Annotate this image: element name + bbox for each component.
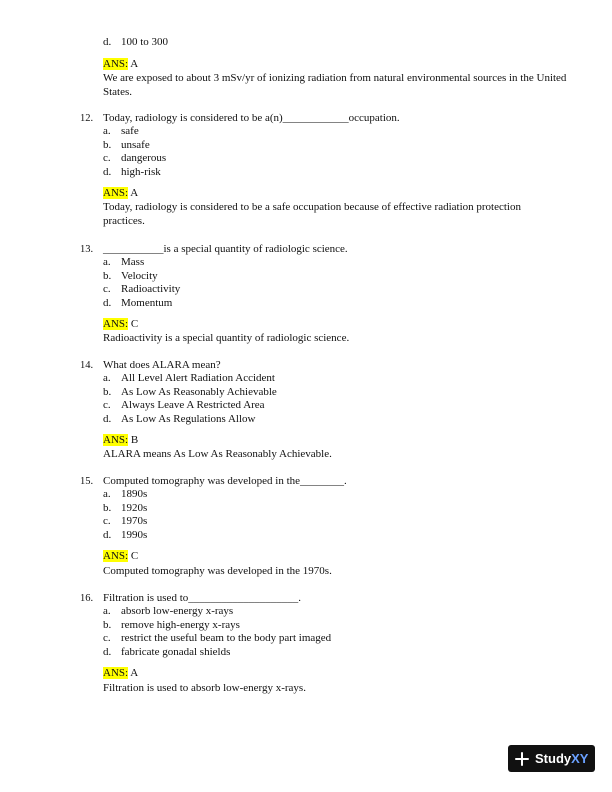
question-number: 12. <box>80 113 94 124</box>
explanation: Today, radiology is considered to be a safe occupation because of effective radiation protection practices. <box>103 201 521 227</box>
answer-line <box>103 667 138 680</box>
ans-label: ANS: <box>103 187 129 199</box>
answer-line <box>103 550 138 563</box>
answer-line <box>103 187 138 200</box>
ans-label: ANS: <box>103 318 129 330</box>
question-number: 14. <box>80 360 94 371</box>
ans-value: A <box>130 667 139 679</box>
brand-word-xy: XY <box>571 751 589 766</box>
question-stem: Today, radiology is considered to be a(n)____________occupation. <box>103 112 400 124</box>
studyxy-logo[interactable] <box>508 745 595 772</box>
answer-line <box>103 58 138 71</box>
ans-value: A <box>130 187 139 199</box>
question-number: 15. <box>80 476 94 487</box>
brand-word-study: Study <box>535 751 572 766</box>
answer-line <box>103 434 138 447</box>
document-page: d. 100 to 300 ANS: A We are exposed to about 3 mSv/yr of ionizing radiation from natural environmental sources in the United States. 12. Today, radiology is considered to be a(n)____________occupation. a. safe b. unsafe c. dangerous d. high-risk ANS: A Today, radiology is considered to be a safe occupation because of effective radiation protection practices. 13. ___________is a special quantity of radiologic science. a. Mass b. Velocity c. Radioactivity d. Momentum ANS: C Radioactivity is a special quantity of radiologic science. 14. What does ALARA mean? a. All Level Alert Radiation Accident b. As Low As Reasonably Achievable c. Always Leave A Restricted Area d. As Low As Regulations Allow ANS: B ALARA means As Low As Reasonably Achievable. 15. Computed tomography was developed in the________. a. 1890s b. 1920s c. 1970s d. 1990s ANS: C Computed tomography was developed in the 1970s. 16. Filtration is used to____________________. a. absorb low-energy x-rays b. remove high-energy x-rays c. restrict the useful beam to the body part imaged d. fabricate gonadal shields ANS: A Filtration is used to absorb low-energy x-rays. Study XY <box>0 0 612 792</box>
ans-value: B <box>130 434 139 446</box>
ans-label: ANS: <box>103 550 129 562</box>
question-stem: Computed tomography was developed in the________. <box>103 475 347 487</box>
question-number: 13. <box>80 244 94 255</box>
ans-value: C <box>130 550 139 562</box>
answer-line <box>103 318 138 331</box>
question-stem: Filtration is used to____________________. <box>103 592 301 604</box>
question-stem: ___________is a special quantity of radiologic science. <box>103 243 348 255</box>
ans-label: ANS: <box>103 667 129 679</box>
plus-icon <box>515 752 529 766</box>
explanation: Computed tomography was developed in the 1970s. <box>103 565 332 577</box>
explanation: We are exposed to about 3 mSv/yr of ionizing radiation from natural environmental sources in the United States. <box>103 72 567 98</box>
explanation: Filtration is used to absorb low-energy x-rays. <box>103 682 306 694</box>
explanation: Radioactivity is a special quantity of radiologic science. <box>103 332 350 344</box>
question-stem: What does ALARA mean? <box>103 359 221 371</box>
ans-label: ANS: <box>103 434 129 446</box>
ans-label: ANS: <box>103 58 129 70</box>
question-number: 16. <box>80 593 94 604</box>
ans-value: C <box>130 318 139 330</box>
explanation: ALARA means As Low As Reasonably Achievable. <box>103 448 332 460</box>
ans-value: A <box>130 58 139 70</box>
